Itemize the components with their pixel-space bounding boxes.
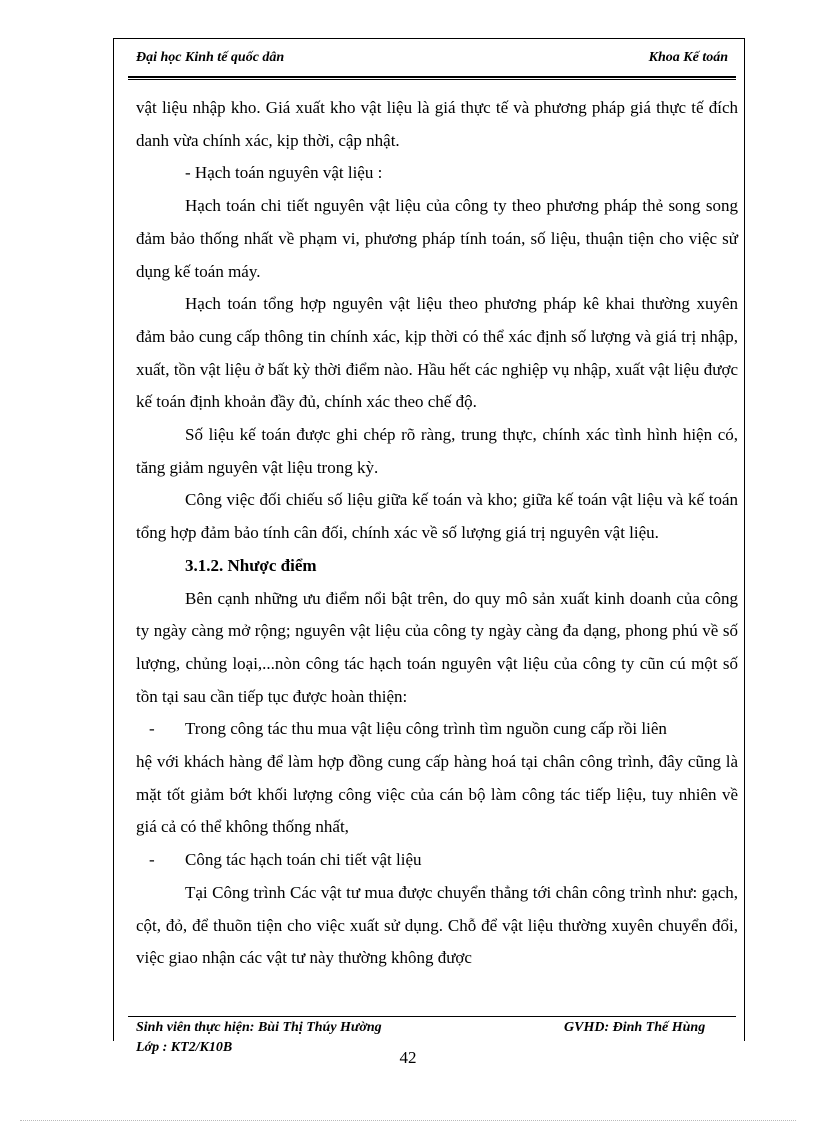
- section-heading: 3.1.2. Nhược điểm: [185, 555, 317, 575]
- header-rule: [128, 76, 736, 80]
- bullet-1-text: Trong công tác thu mua vật liệu công trình tìm nguồn cung cấp rồi liên: [185, 719, 667, 739]
- document-body: [136, 92, 738, 975]
- bullet-1-continuation: hệ với khách hàng để làm hợp đồng cung cấp hàng hoá tại chân công trình, đây cũng là mặt tốt giảm bớt khối lượng công việc của cán bộ làm công tác tiếp liệu, tuy nhiên về giá cả có thể không thống nhất,: [136, 752, 738, 837]
- bullet-item-1: [136, 713, 738, 746]
- bullet-dash: -: [149, 719, 155, 739]
- paragraph-2: - Hạch toán nguyên vật liệu :: [185, 163, 383, 183]
- bullet-dash: -: [149, 850, 155, 870]
- header-university: Đại học Kinh tế quốc dân: [136, 50, 285, 65]
- bullet-2-text: Công tác hạch toán chi tiết vật liệu: [185, 850, 422, 870]
- footer-rule: [128, 1016, 736, 1017]
- paragraph-5: Số liệu kế toán được ghi chép rõ ràng, trung thực, chính xác tình hình hiện có, tăng giảm nguyên vật liệu trong kỳ.: [136, 425, 738, 477]
- paragraph-6: Công việc đối chiếu số liệu giữa kế toán và kho; giữa kế toán vật liệu và kế toán tổng hợp đảm bảo tính cân đối, chính xác về số lượng giá trị nguyên vật liệu.: [136, 490, 738, 543]
- footer-advisor: GVHD: Đinh Thế Hùng: [564, 1020, 706, 1035]
- bullet-item-2: [136, 844, 738, 877]
- paragraph-8: Tại Công trình Các vật tư mua được chuyển thẳng tới chân công trình như: gạch, cột, đỏ, để thuõn tiện cho việc xuất sử dụng. Chỗ để vật liệu thường xuyên chuyển đổi, việc giao nhận các vật tư này thường không được: [136, 882, 738, 968]
- paragraph-7: Bên cạnh những ưu điểm nổi bật trên, do quy mô sản xuất kinh doanh của công ty ngày càng mở rộng; nguyên vật liệu của công ty ngày càng đa dạng, phong phú về số lượng, chủng loại,...nòn công tác hạch toán nguyên vật liệu của công ty cũn cú một số tồn tại sau cần tiếp tục được hoàn thiện:: [136, 588, 738, 706]
- page-header: [136, 50, 728, 70]
- footer-class: Lớp : KT2/K10B: [136, 1040, 233, 1055]
- footer-student: Sinh viên thực hiện: Bùi Thị Thúy Hường: [136, 1020, 382, 1035]
- page-break-line: [20, 1120, 796, 1121]
- paragraph-3: Hạch toán chi tiết nguyên vật liệu của công ty theo phương pháp thẻ song song đảm bảo thống nhất về phạm vi, phương pháp tính toán, số liệu, thuận tiện cho việc sử dụng kế toán máy.: [136, 196, 738, 281]
- paragraph-1: vật liệu nhập kho. Giá xuất kho vật liệu là giá thực tế và phương pháp giá thực tế đích danh vừa chính xác, kịp thời, cập nhật.: [136, 98, 738, 150]
- paragraph-4: Hạch toán tổng hợp nguyên vật liệu theo phương pháp kê khai thường xuyên đảm bảo cung cấp thông tin chính xác, kịp thời có thể xác định số lượng và giá trị nhập, xuất, tồn vật liệu ở bất kỳ thời điểm nào. Hầu hết các nghiệp vụ nhập, xuất vật liệu được kế toán định khoản đầy đủ, chính xác theo chế độ.: [136, 294, 738, 412]
- page-number: 42: [399, 1048, 417, 1067]
- header-faculty: Khoa Kế toán: [648, 50, 728, 65]
